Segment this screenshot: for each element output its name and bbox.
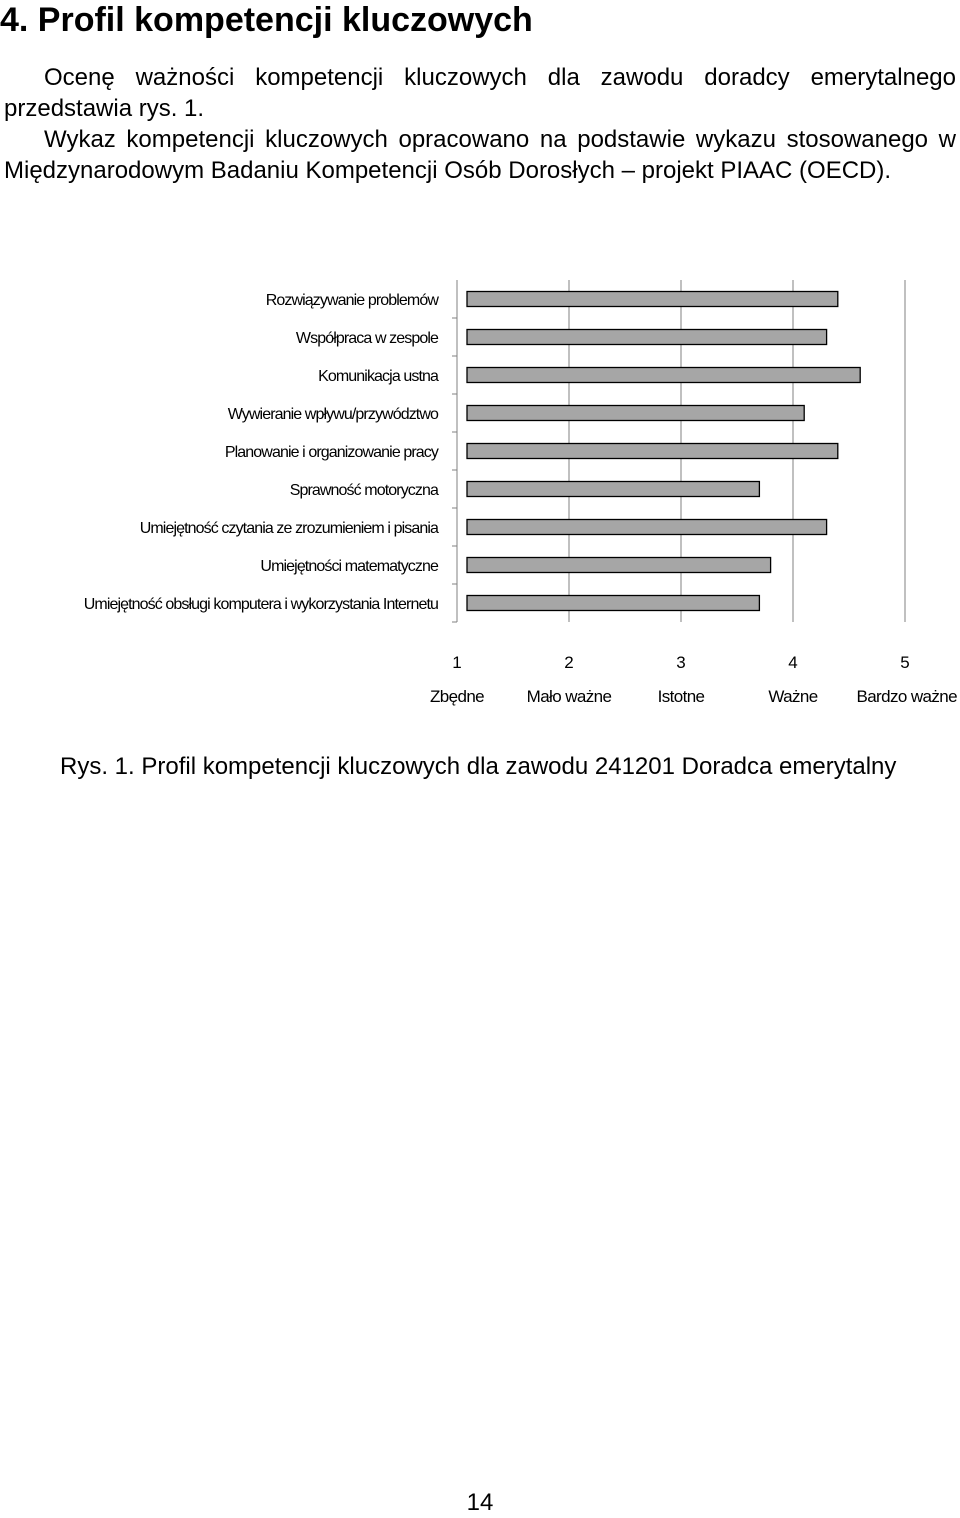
bar	[467, 292, 838, 307]
bar	[467, 330, 827, 345]
category-label: Umiejętność czytania ze zrozumieniem i pisania	[139, 520, 438, 537]
section-heading: 4. Profil kompetencji kluczowych	[0, 1, 533, 39]
category-label: Umiejętności matematyczne	[260, 558, 438, 575]
category-labels	[84, 292, 440, 613]
source-paragraph: Wykaz kompetencji kluczowych opracowano na podstawie wykazu stosowanego w Międzynarodowym Badaniu Kompetencji Osób Dorosłych – projekt PIAAC (OECD).	[4, 126, 956, 184]
x-tick-label: 4	[788, 653, 798, 672]
category-label: Komunikacja ustna	[318, 368, 438, 385]
chart-bars	[467, 292, 860, 611]
bar	[467, 596, 759, 611]
bar	[467, 520, 827, 535]
intro-paragraph: Ocenę ważności kompetencji kluczowych dla zawodu doradcy emerytalnego przedstawia rys. 1.	[4, 64, 956, 122]
x-scale-description: Mało ważne	[526, 687, 612, 706]
bar	[467, 444, 838, 459]
bar	[467, 406, 804, 421]
category-label: Umiejętność obsługi komputera i wykorzystania Internetu	[83, 596, 438, 613]
x-scale-description: Bardzo ważne	[856, 687, 957, 706]
bar	[467, 558, 771, 573]
category-label: Planowanie i organizowanie pracy	[224, 444, 438, 461]
x-scale-description: Ważne	[768, 687, 818, 706]
category-label: Rozwiązywanie problemów	[265, 292, 438, 309]
competency-profile-chart	[0, 270, 960, 710]
x-tick-label: 2	[564, 653, 574, 672]
category-label: Współpraca w zespole	[295, 330, 438, 347]
figure-caption: Rys. 1. Profil kompetencji kluczowych dla zawodu 241201 Doradca emerytalny	[60, 753, 897, 780]
x-axis-ticks	[430, 653, 957, 706]
x-scale-description: Istotne	[657, 687, 705, 706]
category-label: Sprawność motoryczna	[289, 482, 438, 499]
x-tick-label: 1	[452, 653, 462, 672]
page-number: 14	[466, 1489, 494, 1516]
x-scale-description: Zbędne	[429, 687, 485, 706]
bar	[467, 368, 860, 383]
x-tick-label: 3	[676, 653, 686, 672]
bar	[467, 482, 759, 497]
x-tick-label: 5	[900, 653, 910, 672]
category-label: Wywieranie wpływu/przywództwo	[227, 406, 438, 423]
